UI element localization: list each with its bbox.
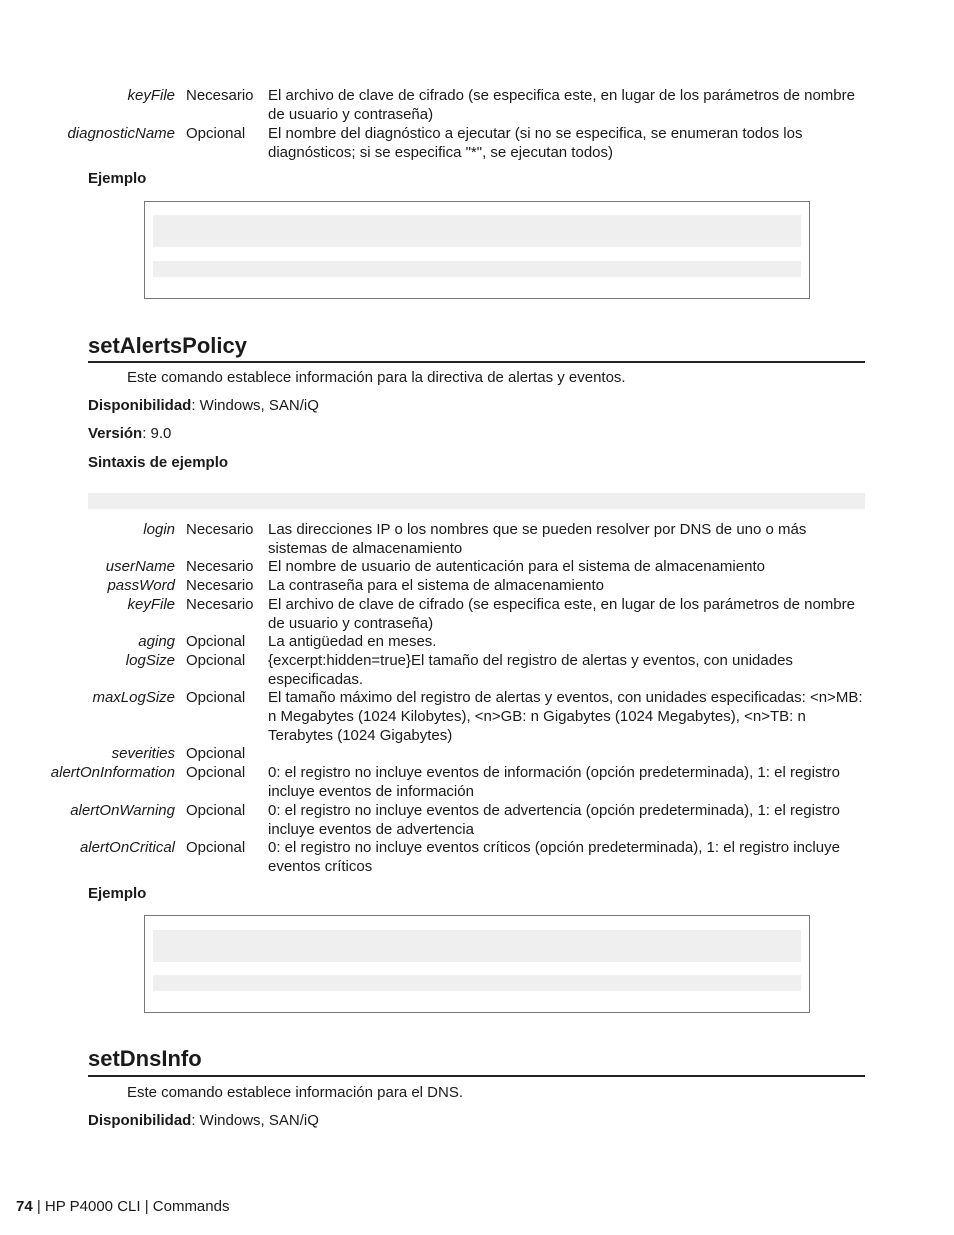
- footer-text: | HP P4000 CLI | Commands: [32, 1198, 230, 1215]
- code-line: [153, 930, 801, 962]
- param-name: userName: [105, 558, 175, 575]
- syntax-code-bar: [88, 493, 865, 509]
- syntax-label: Sintaxis de ejemplo: [88, 454, 229, 471]
- param-required: Opcional: [186, 125, 246, 142]
- availability-line: [88, 397, 319, 414]
- param-name: keyFile: [127, 596, 175, 613]
- param-name: logSize: [125, 652, 175, 669]
- param-required: Opcional: [186, 652, 246, 669]
- code-example-box: [144, 201, 810, 299]
- param-name: alertOnInformation: [50, 764, 175, 781]
- param-description: El nombre del diagnóstico a ejecutar (si no se especifica, se enumeran todos los diagnósticos; si se especifica "*", se ejecutan todos): [268, 125, 803, 161]
- code-line: [153, 261, 801, 277]
- code-example-box: [144, 915, 810, 1013]
- version-label: Versión: [88, 425, 143, 442]
- version-value: : 9.0: [142, 425, 172, 442]
- section-description: Este comando establece información para la directiva de alertas y eventos.: [127, 369, 626, 386]
- example-label: Ejemplo: [88, 170, 147, 187]
- section-rule: [88, 1075, 865, 1077]
- param-description: El nombre de usuario de autenticación para el sistema de almacenamiento: [268, 558, 765, 575]
- code-line: [153, 215, 801, 247]
- param-required: Necesario: [186, 596, 254, 613]
- section-title: setAlertsPolicy: [88, 333, 247, 358]
- param-description: {excerpt:hidden=true}El tamaño del registro de alertas y eventos, con unidades especificadas.: [268, 652, 793, 688]
- param-name: severities: [111, 745, 175, 762]
- availability-value: : Windows, SAN/iQ: [191, 397, 319, 414]
- param-description: 0: el registro no incluye eventos críticos (opción predeterminada), 1: el registro incluye eventos críticos: [268, 839, 840, 875]
- param-required: Necesario: [186, 577, 254, 594]
- param-description: La contraseña para el sistema de almacenamiento: [268, 577, 605, 594]
- param-description: Las direcciones IP o los nombres que se pueden resolver por DNS de uno o más sistemas de almacenamiento: [268, 521, 807, 557]
- param-name: keyFile: [127, 87, 175, 104]
- param-required: Necesario: [186, 87, 254, 104]
- param-description: El tamaño máximo del registro de alertas y eventos, con unidades especificadas: <n>MB: n Megabytes (1024 Kilobytes), <n>GB: n Gigabytes (1024 Megabytes), <n>TB: n Terabytes (1024 Gigabytes): [268, 689, 863, 744]
- param-name: maxLogSize: [92, 689, 175, 706]
- section-description: Este comando establece información para el DNS.: [127, 1084, 464, 1101]
- param-required: Necesario: [186, 521, 254, 538]
- param-name: passWord: [107, 577, 175, 594]
- param-required: Necesario: [186, 558, 254, 575]
- param-description: El archivo de clave de cifrado (se especifica este, en lugar de los parámetros de nombre de usuario y contraseña): [268, 596, 855, 632]
- version-line: [88, 425, 171, 442]
- code-line: [153, 975, 801, 991]
- availability-line: [88, 1112, 319, 1129]
- param-description: El archivo de clave de cifrado (se especifica este, en lugar de los parámetros de nombre de usuario y contraseña): [268, 87, 855, 123]
- param-required: Opcional: [186, 802, 246, 819]
- page-footer: [16, 1198, 229, 1215]
- page-number: 74: [16, 1198, 33, 1215]
- param-description: La antigüedad en meses.: [268, 633, 437, 650]
- param-description: 0: el registro no incluye eventos de información (opción predeterminada), 1: el registro incluye eventos de información: [268, 764, 840, 800]
- section-title: setDnsInfo: [88, 1046, 202, 1071]
- param-name: alertOnCritical: [79, 839, 175, 856]
- param-name: alertOnWarning: [70, 802, 175, 819]
- param-required: Opcional: [186, 745, 246, 762]
- param-required: Opcional: [186, 764, 246, 781]
- param-name: diagnosticName: [67, 125, 175, 142]
- availability-value: : Windows, SAN/iQ: [191, 1112, 319, 1129]
- availability-label: Disponibilidad: [88, 1112, 192, 1129]
- param-required: Opcional: [186, 839, 246, 856]
- example-label: Ejemplo: [88, 885, 147, 902]
- param-description: 0: el registro no incluye eventos de advertencia (opción predeterminada), 1: el registro incluye eventos de advertencia: [268, 802, 840, 838]
- param-name: aging: [138, 633, 175, 650]
- param-required: Opcional: [186, 689, 246, 706]
- param-required: Opcional: [186, 633, 246, 650]
- param-name: login: [143, 521, 175, 538]
- availability-label: Disponibilidad: [88, 397, 192, 414]
- section-rule: [88, 361, 865, 363]
